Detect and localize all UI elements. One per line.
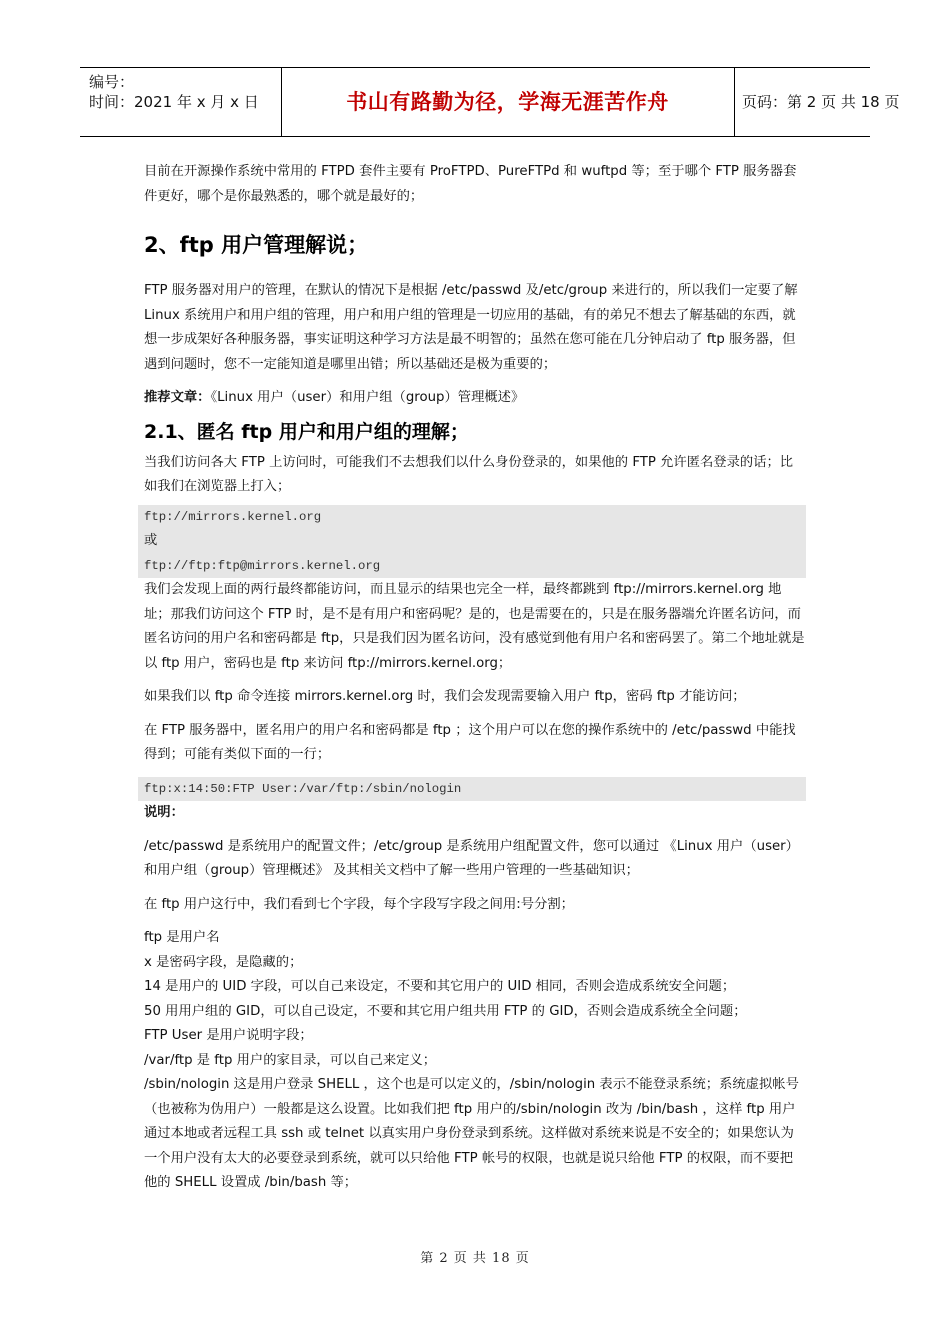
found-paragraph: 我们会发现上面的两行最终都能访问，而且显示的结果也完全一样，最终都跳到 ftp://mirrors.kernel.org 地址；那我们访问这个 FTP 时，是不是有用户和密码呢？是的，也是需要在的，只是在服务器端允许匿名访问，而匿名访问的用户名和密码都是 ftp，只是我们因为匿名访问，没有感觉到他有用户名和密码罢了。第二个地址就是以 ftp 用户，密码也是 ftp 来访问 ftp://mirrors.kernel.org； [144,582,805,671]
header-motto-cell [281,68,735,136]
list-item: 50 用用户组的 GID，可以自己设定，不要和其它用户组共用 FTP 的 GID，否则会造成系统全全问题； [144,1003,747,1019]
command-paragraph: 如果我们以 ftp 命令连接 mirrors.kernel.org 时，我们会发现需要输入用户 ftp，密码 ftp 才能访问； [144,689,746,704]
list-item: x 是密码字段，是隐藏的； [144,954,303,970]
field-list [144,926,806,1196]
page-header [80,67,900,137]
recommended-article [144,386,806,411]
list-item: FTP User 是用户说明字段； [144,1028,313,1043]
intro-paragraph: 目前在开源操作系统中常用的 FTPD 套件主要有 ProFTPD、PureFTPd 和 wuftpd 等；至于哪个 FTP 服务器套件更好，哪个是你最熟悉的，哪个就是最好的； [144,164,797,204]
anon-paragraph: 当我们访问各大 FTP 上访问时，可能我们不去想我们以什么身份登录的，如果他的 FTP 允许匿名登录的话；比如我们在浏览器上打入； [144,454,794,494]
section-heading-2-1: 2.1、匿名 ftp 用户和用户组的理解； [144,420,469,443]
section-heading-2: 2、ftp 用户管理解说； [144,233,369,257]
recommended-link[interactable]: 《Linux 用户（user）和用户组（group）管理概述》 [210,390,525,405]
code-line: ftp:x:14:50:FTP User:/var/ftp:/sbin/nologin [144,781,462,796]
page-footer: 第 2 页 共 18 页 [420,1251,530,1266]
list-item: /var/ftp 是 ftp 用户的家目录，可以自己来定义； [144,1052,437,1068]
passwd-paragraph: /etc/passwd 是系统用户的配置文件；/etc/group 是系统用户组配置文件，您可以通过 《Linux 用户（user）和用户组（group）管理概述》 及其相关文档中了解一些用户管理的一些基础知识； [144,838,799,878]
fields-paragraph: 在 ftp 用户这行中，我们看到七个字段，每个字段写字段之间用:号分割； [144,896,574,912]
list-item: ftp 是用户名 [144,930,220,945]
header-date: 时间：2021 年 x 月 x 日 [89,93,259,111]
code-block-passwd [138,777,806,802]
server-paragraph: 在 FTP 服务器中，匿名用户的用户名和密码都是 ftp ；这个用户可以在您的操作系统中的 /etc/passwd 中能找得到；可能有类似下面的一行； [144,722,796,762]
header-motto: 书山有路勤为径，学海无涯苦作舟 [346,90,669,114]
header-page-cell [735,68,900,136]
users-paragraph: FTP 服务器对用户的管理，在默认的情况下是根据 /etc/passwd 及/etc/group 来进行的，所以我们一定要了解 Linux 系统用户和用户组的管理，用户和用户组的管理是一切应用的基础，有的弟兄不想去了解基础的东西，就想一步成架好各种服务器，事实证明这种学习方法是最不明智的；虽然在您可能在几分钟启动了 ftp 服务器，但遇到问题时，您不一定能知道是哪里出错；所以基础还是极为重要的； [144,283,798,372]
header-number: 编号： [89,73,135,91]
code-line: ftp://mirrors.kernel.org [144,509,322,524]
recommended-label: 推荐文章： [144,390,211,405]
header-page-number: 页码：第 2 页 共 18 页 [742,93,900,111]
code-block-urls [138,505,806,579]
list-item: /sbin/nologin 这是用户登录 SHELL ，这个也是可以定义的，/sbin/nologin 表示不能登录系统；系统虚拟帐号（也被称为伪用户）一般都是这么设置。比如我们把 ftp 用户的/sbin/nologin 改为 /bin/bash ，这样 ftp 用户通过本地或者远程工具 ssh 或 telnet 以真实用户身份登录到系统。这样做对系统来说是不安全的；如果您认为一个用户没有太大的必要登录到系统，就可以只给他 FTP 帐号的权限，也就是说只给他 FTP 的权限，而不要把他的 SHELL 设置成 /bin/bash 等； [144,1077,799,1190]
document-body [144,160,806,1196]
list-item: 14 是用户的 UID 字段，可以自己来设定，不要和其它用户的 UID 相同，否则会造成系统安全问题； [144,979,736,994]
code-line: ftp://ftp:ftp@mirrors.kernel.org [144,558,381,573]
note-label: 说明： [144,805,184,820]
code-line: 或 [144,533,158,548]
header-meta [80,68,282,136]
